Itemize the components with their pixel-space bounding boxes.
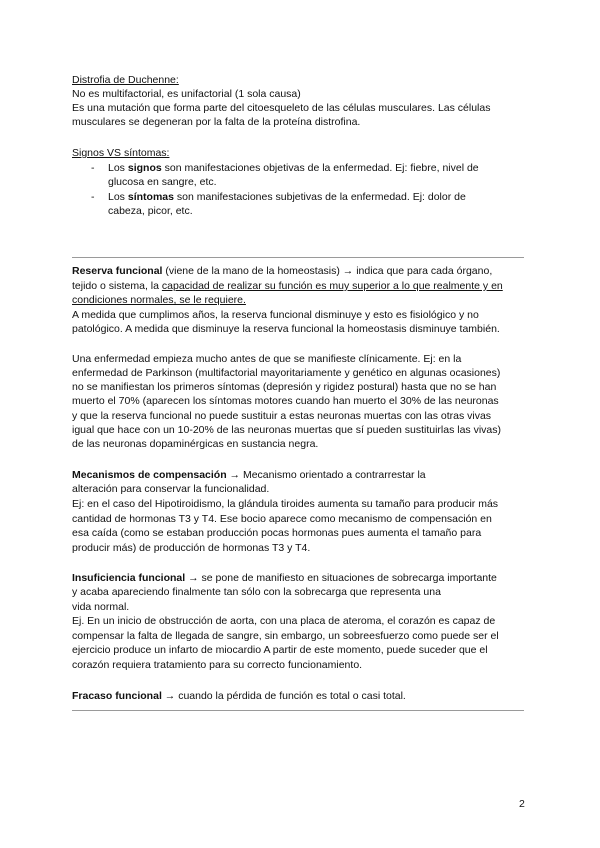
insuficiencia-line-1-text: → se pone de manifiesto en situaciones de sobrecarga importante bbox=[185, 572, 497, 584]
enfermedad-line-2: enfermedad de Parkinson (multifactorial mayoritariamente y genético en algunas ocasiones) bbox=[72, 367, 501, 379]
signos-item-2-text: son manifestaciones subjetivas de la enfermedad. Ej: dolor de bbox=[173, 191, 466, 203]
enfermedad-line-1: Una enfermedad empieza mucho antes de que se manifieste clínicamente. Ej: en la bbox=[72, 353, 462, 365]
reserva-line-5: patológico. A medida que disminuye la reserva funcional la homeostasis disminuye también. bbox=[72, 323, 500, 335]
mecanismos-term: Mecanismos de compensación bbox=[72, 469, 227, 481]
signos-item-1-text: son manifestaciones objetivas de la enfermedad. Ej: fiebre, nivel de bbox=[161, 162, 479, 174]
duchenne-line-1: No es multifactorial, es unifactorial (1 sola causa) bbox=[72, 88, 301, 100]
page-number: 2 bbox=[519, 798, 525, 810]
mecanismos-line-1-text: → Mecanismo orientado a contrarrestar la bbox=[226, 469, 426, 481]
signos-item-2-pre: Los bbox=[108, 191, 128, 203]
signos-heading: Signos VS síntomas: bbox=[72, 147, 170, 159]
reserva-line-1-text: (viene de la mano de la homeostasis) → indica que para cada órgano, bbox=[162, 265, 493, 277]
mecanismos-line-5: esa caída (como se estaban producción pocas hormonas pues aumenta el tamaño para bbox=[72, 527, 482, 539]
insuficiencia-line-6: ejercicio produce un infarto de miocardio A partir de este momento, puede suceder que el bbox=[72, 644, 488, 656]
bullet-marker: - bbox=[91, 191, 95, 203]
mecanismos-line-4: cantidad de hormonas T3 y T4. Ese bocio aparece como mecanismo de compensación en bbox=[72, 513, 492, 525]
enfermedad-line-6: igual que hace con un 10-20% de las neuronas muertas que sí pueden sustituirlas las vivas) bbox=[72, 424, 502, 436]
mecanismos-line-6: producir más) de producción de hormonas T3 y T4. bbox=[72, 542, 311, 554]
enfermedad-line-4-b: % (aparecen los síntomas motores cuando han muerto el 30 bbox=[130, 395, 412, 407]
reserva-line-1 bbox=[72, 264, 492, 278]
mecanismos-line-1 bbox=[72, 468, 426, 482]
signos-item-2-cont: cabeza, picor, etc. bbox=[108, 205, 193, 217]
divider-bottom bbox=[72, 710, 524, 711]
enfermedad-line-3: no se manifiestan los primeros síntomas (depresión y rigidez postural) hasta que no se han bbox=[72, 381, 497, 393]
insuficiencia-line-3: vida normal. bbox=[72, 601, 130, 613]
reserva-term: Reserva funcional bbox=[72, 265, 163, 277]
duchenne-line-3: musculares se degeneran por la falta de la proteína distrofina. bbox=[72, 116, 361, 128]
mecanismos-line-3: Ej: en el caso del Hipotiroidismo, la glándula tiroides aumenta su tamaño para producir más bbox=[72, 498, 499, 510]
reserva-line-3: condiciones normales, se le requiere. bbox=[72, 294, 246, 306]
insuficiencia-line-2: y acaba apareciendo finalmente tan sólo con la sobrecarga que representa una bbox=[72, 586, 441, 598]
divider-top bbox=[72, 257, 524, 258]
signos-item-2 bbox=[108, 190, 466, 204]
sintomas-term: síntomas bbox=[127, 191, 174, 203]
enfermedad-line-4 bbox=[72, 394, 499, 408]
reserva-line-2 bbox=[72, 279, 503, 293]
insuficiencia-line-7: corazón requiera tratamiento para su correcto funcionamiento. bbox=[72, 659, 363, 671]
signos-item-1-pre: Los bbox=[108, 162, 128, 174]
signos-term: signos bbox=[127, 162, 162, 174]
reserva-line-2-plain: tejido o sistema, la bbox=[72, 280, 162, 292]
fracaso-line-text: → cuando la pérdida de función es total o casi total. bbox=[161, 690, 406, 702]
enfermedad-line-4-a: muerto el 70 bbox=[72, 395, 131, 407]
insuficiencia-line-5: compensar la falta de llegada de sangre, sin embargo, un sobreesfuerzo como puede ser el bbox=[72, 630, 499, 642]
fracaso-line bbox=[72, 689, 406, 703]
enfermedad-line-4-c: % de las neuronas bbox=[411, 395, 499, 407]
insuficiencia-term: Insuficiencia funcional bbox=[72, 572, 186, 584]
duchenne-heading: Distrofia de Duchenne: bbox=[72, 74, 179, 86]
signos-item-1-cont: glucosa en sangre, etc. bbox=[108, 176, 217, 188]
enfermedad-line-5: y que la reserva funcional no puede sustituir a estas neuronas muertas con las otras vivas bbox=[72, 410, 492, 422]
insuficiencia-line-1 bbox=[72, 571, 497, 585]
signos-item-1 bbox=[108, 161, 479, 175]
insuficiencia-line-4: Ej. En un inicio de obstrucción de aorta, con una placa de ateroma, el corazón es capaz de bbox=[72, 615, 496, 627]
duchenne-line-2: Es una mutación que forma parte del citoesqueleto de las células musculares. Las células bbox=[72, 102, 491, 114]
reserva-line-4: A medida que cumplimos años, la reserva funcional disminuye y esto es fisiológico y no bbox=[72, 309, 479, 321]
fracaso-term: Fracaso funcional bbox=[72, 690, 162, 702]
reserva-line-2-underlined: capacidad de realizar su función es muy superior a lo que realmente y en bbox=[161, 280, 503, 292]
mecanismos-line-2: alteración para conservar la funcionalidad. bbox=[72, 483, 270, 495]
enfermedad-line-7: de las neuronas dopaminérgicas en sustancia negra. bbox=[72, 438, 319, 450]
bullet-marker: - bbox=[91, 162, 95, 174]
